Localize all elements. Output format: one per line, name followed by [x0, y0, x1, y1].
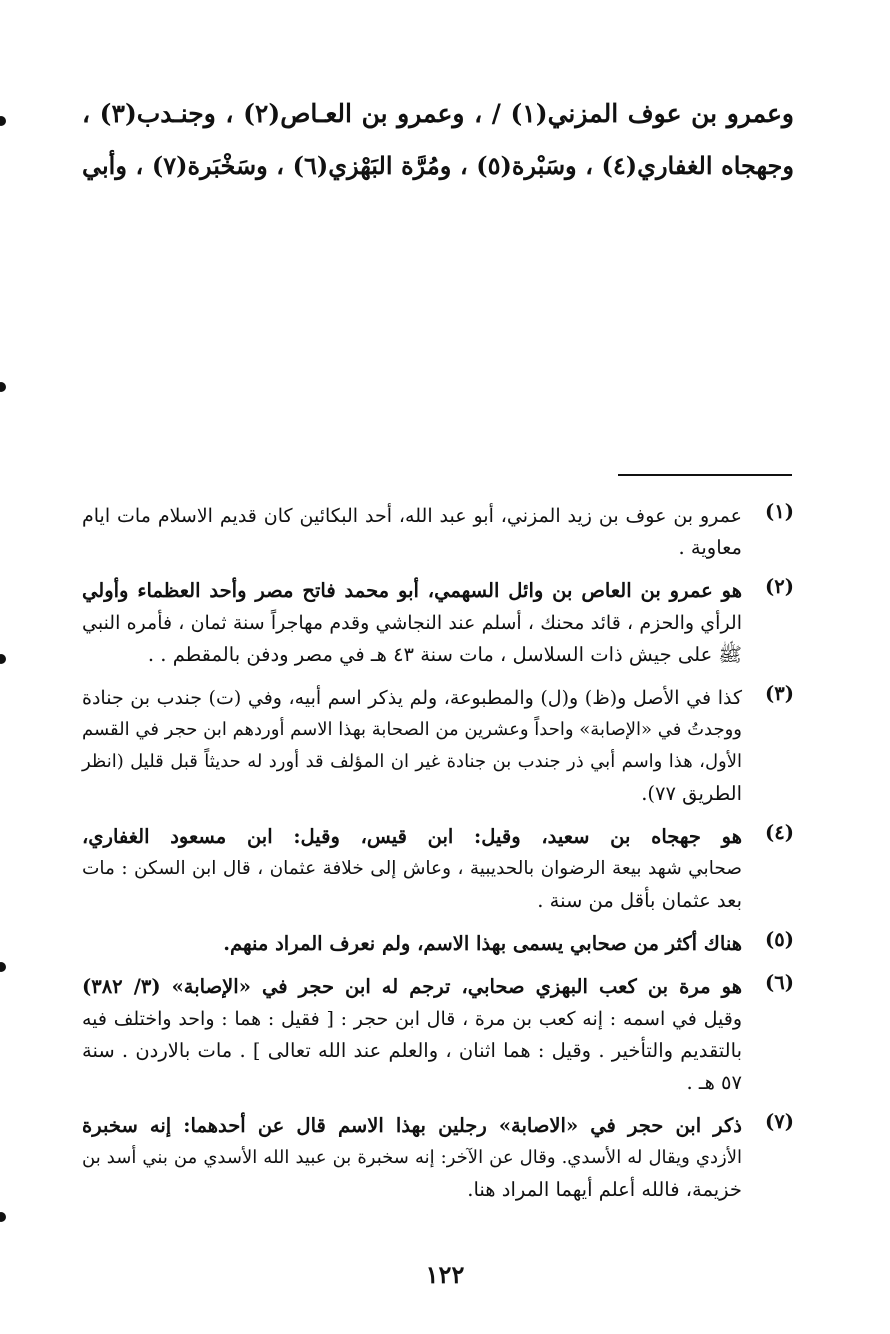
footnote-line: هو جهجاه بن سعيد، وقيل: ابن قيس، وقيل: ابن مسعود الغفاري،	[82, 825, 742, 848]
footnote-number: (٣)	[765, 682, 794, 705]
main-text-line: وعمرو بن عوف المزني(١) / ، وعمرو بن العـاص(٢) ، وجنـدب(٣) ،	[82, 99, 795, 128]
footnote-line: ووجدتُ في «الإصابة» واحداً وعشرين من الصحابة بهذا الاسم أوردهم ابن حجر في القسم	[82, 719, 742, 740]
margin-mark	[0, 654, 6, 664]
footnote	[82, 682, 794, 810]
footnote-line: بعد عثمان بأقل من سنة .	[537, 889, 742, 912]
footnote-number: (٦)	[765, 971, 794, 994]
page-number: ١٢٢	[425, 1260, 465, 1289]
footnote-separator	[618, 474, 792, 476]
margin-mark	[0, 1212, 6, 1222]
footnote	[82, 821, 794, 917]
footnote-number: (٧)	[765, 1110, 794, 1133]
footnote-line: كذا في الأصل و(ظ) و(ل) والمطبوعة، ولم يذكر اسم أبيه، وفي (ت) جندب بن جنادة	[82, 687, 742, 709]
footnote-line: ٥٧ هـ .	[686, 1071, 742, 1094]
footnote-line: صحابي شهد بيعة الرضوان بالحديبية ، وعاش إلى خلافة عثمان ، قال ابن السكن : مات	[82, 858, 742, 879]
footnote-line: خزيمة، فالله أعلم أيهما المراد هنا.	[467, 1178, 742, 1201]
main-text	[82, 88, 794, 192]
footnote-line: وقيل في اسمه : إنه كعب بن مرة ، قال ابن حجر : [ فقيل : هما : واحد واختلف فيه	[82, 1008, 742, 1030]
footnote-line: هو مرة بن كعب البهزي صحابي، ترجم له ابن حجر في «الإصابة» (٣/ ٣٨٢)	[82, 975, 742, 998]
footnote-line: الرأي والحزم ، قائد محنك ، أسلم عند النجاشي وقدم مهاجراً سنة ثمان ، فأمره النبي	[82, 612, 742, 634]
footnote-line: ذكر ابن حجر في «الاصابة» رجلين بهذا الاسم قال عن أحدهما: إنه سخبرة	[82, 1114, 742, 1137]
footnote	[82, 928, 794, 960]
footnote-number: (٥)	[765, 928, 794, 951]
footnote-number: (١)	[765, 500, 794, 523]
footnote-line: الأول، هذا واسم أبي ذر جندب بن جنادة غير ان المؤلف قد أورد له حديثاً قبل قليل (انظر	[82, 751, 742, 772]
margin-mark	[0, 116, 6, 126]
footnote	[82, 1110, 794, 1206]
margin-mark	[0, 962, 6, 972]
footnote-line: الأزدي ويقال له الأسدي. وقال عن الآخر: إنه سخبرة بن عبيد الله الأسدي من بني أسد بن	[82, 1147, 742, 1168]
footnote-line: بالتقديم والتأخير . وقيل : هما اثنان ، والعلم عند الله تعالى ] . مات بالاردن . سنة	[82, 1039, 742, 1062]
footnote-number: (٢)	[765, 575, 794, 598]
footnote-line: هو عمرو بن العاص بن وائل السهمي، أبو محمد فاتح مصر وأحد العظماء وأولي	[82, 579, 742, 602]
footnote	[82, 971, 794, 1099]
footnote-line: عمرو بن عوف بن زيد المزني، أبو عبد الله، أحد البكائين كان قديم الاسلام مات ايام	[82, 505, 742, 527]
margin-mark	[0, 382, 6, 392]
footnote-line: معاوية .	[678, 536, 742, 559]
footnote-number: (٤)	[765, 821, 794, 844]
footnote	[82, 500, 794, 564]
footnote-line: هناك أكثر من صحابي يسمى بهذا الاسم، ولم نعرف المراد منهم.	[223, 932, 742, 955]
footnote	[82, 575, 794, 671]
footnotes	[82, 500, 794, 1217]
footnote-line: ﷺ على جيش ذات السلاسل ، مات سنة ٤٣ هـ في مصر ودفن بالمقطم . .	[147, 643, 742, 666]
main-text-line: وجهجاه الغفاري(٤) ، وسَبْرة(٥) ، ومُرَّة البَهْزي(٦) ، وسَخْبَرة(٧) ، وأبي	[82, 151, 794, 180]
footnote-line: الطريق ٧٧).	[641, 782, 742, 805]
